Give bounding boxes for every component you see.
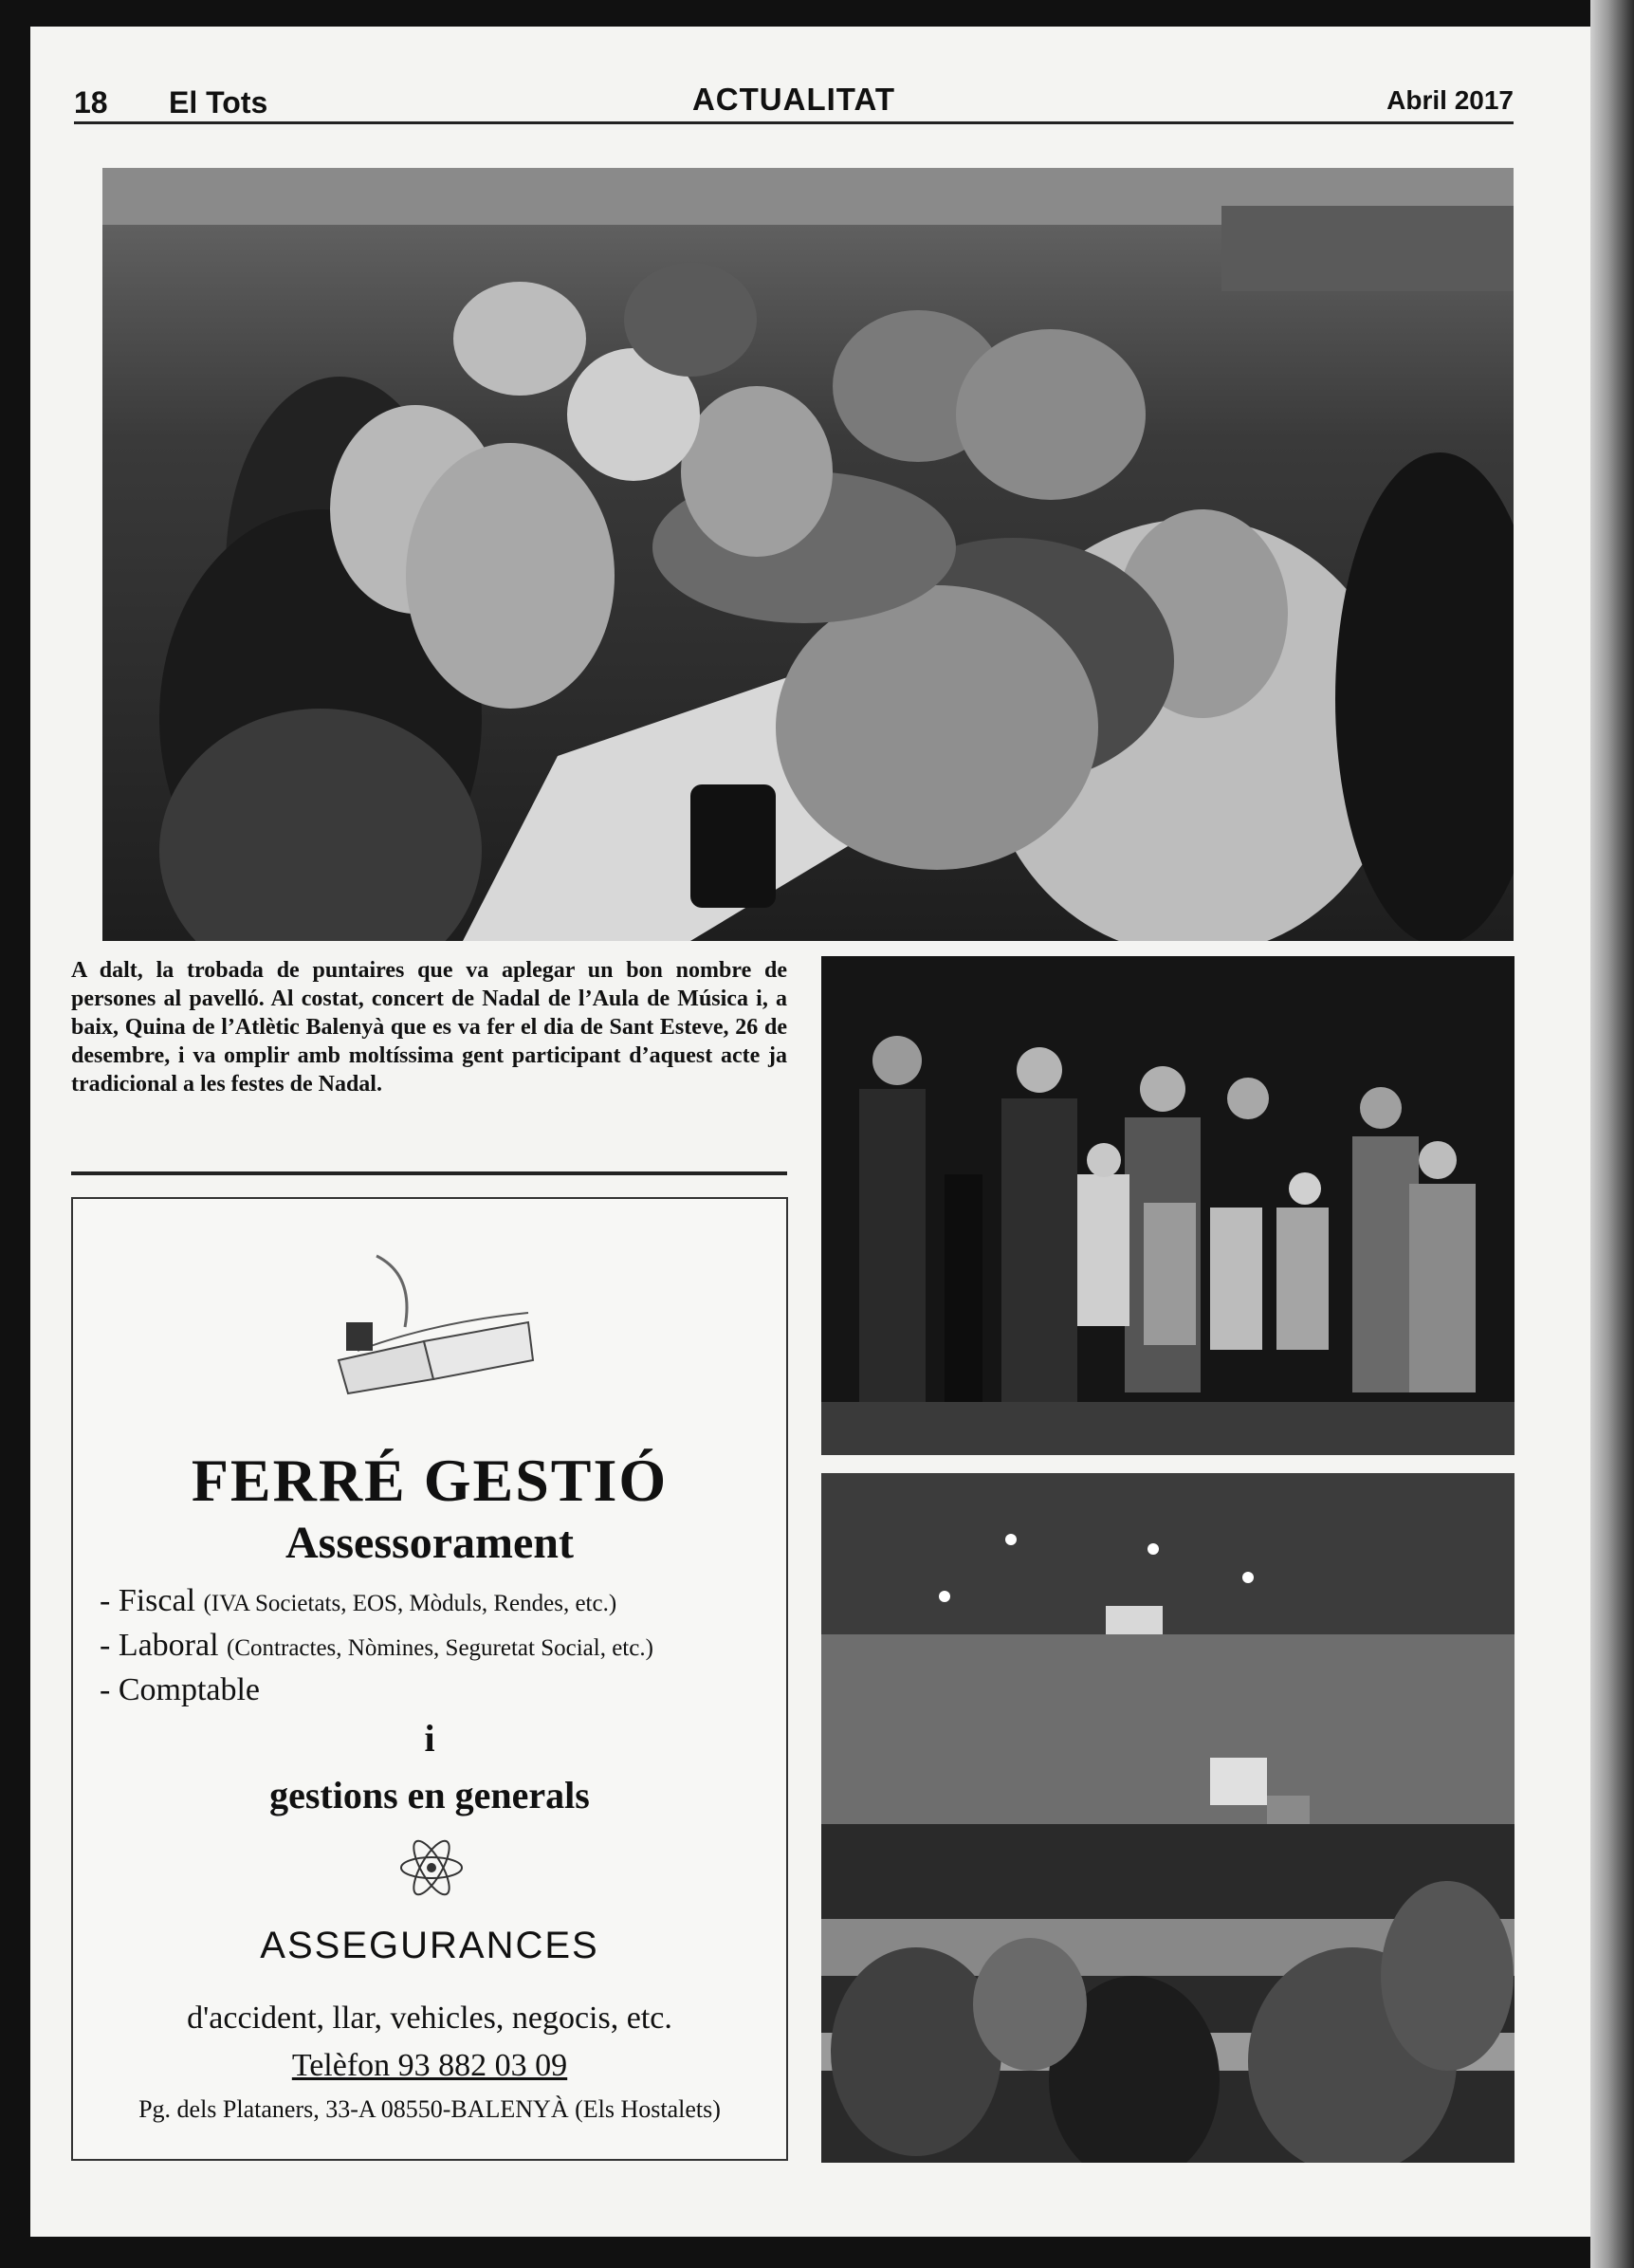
- page-edge: [1590, 0, 1634, 2268]
- ad-service-fiscal: - Fiscal (IVA Societats, EOS, Mòduls, Rendes, etc.): [100, 1583, 617, 1618]
- photo-concert-image: [821, 956, 1515, 1455]
- ad-address: Pg. dels Plataners, 33-A 08550-BALENYÀ (Els Hostalets): [138, 2095, 721, 2123]
- ad-general: gestions en generals: [269, 1774, 590, 1816]
- photo-concert-nadal: [821, 956, 1515, 1455]
- atom-icon: [398, 1830, 465, 1906]
- photo-caption: A dalt, la trobada de puntaires que va aplegar un bon nombre de persones al pavelló. Al costat, concert de Nadal de l’Aula de Música i, a baix, Quina de l’Atlètic Balenyà que es va fer el dia de Sant Esteve, 26 de desembre, i va omplir amb moltíssima gent participant d’aquest acte ja tradicional a les festes de Nadal.: [71, 958, 787, 1097]
- section-title: ACTUALITAT: [691, 82, 896, 117]
- photo-quina-image: [821, 1473, 1515, 2163]
- ad-service-comptable: - Comptable: [100, 1672, 261, 1707]
- ad-company-name: FERRÉ GESTIÓ: [191, 1447, 669, 1514]
- ink-book-icon: [320, 1237, 547, 1398]
- ad-connector: i: [424, 1717, 435, 1760]
- ad-insurance-detail: d'accident, llar, vehicles, negocis, etc.: [187, 2001, 672, 2036]
- ad-service-laboral: - Laboral (Contractes, Nòmines, Seguretat Social, etc.): [100, 1628, 653, 1663]
- page-number: 18: [74, 85, 108, 120]
- page-header: [74, 55, 1514, 124]
- photo-quina: [821, 1473, 1515, 2163]
- issue-date: Abril 2017: [1386, 85, 1514, 115]
- magazine-name: El Tots: [169, 85, 268, 120]
- photo-puntaires: [102, 168, 1514, 941]
- ad-subtitle: Assessorament: [285, 1518, 574, 1568]
- ad-insurance-title: ASSEGURANCES: [260, 1925, 599, 1966]
- section-divider: [71, 1171, 787, 1175]
- ad-ferre-gestio: [71, 1197, 788, 2161]
- photo-puntaires-image: [102, 168, 1514, 941]
- ad-phone: Telèfon 93 882 03 09: [291, 2048, 568, 2083]
